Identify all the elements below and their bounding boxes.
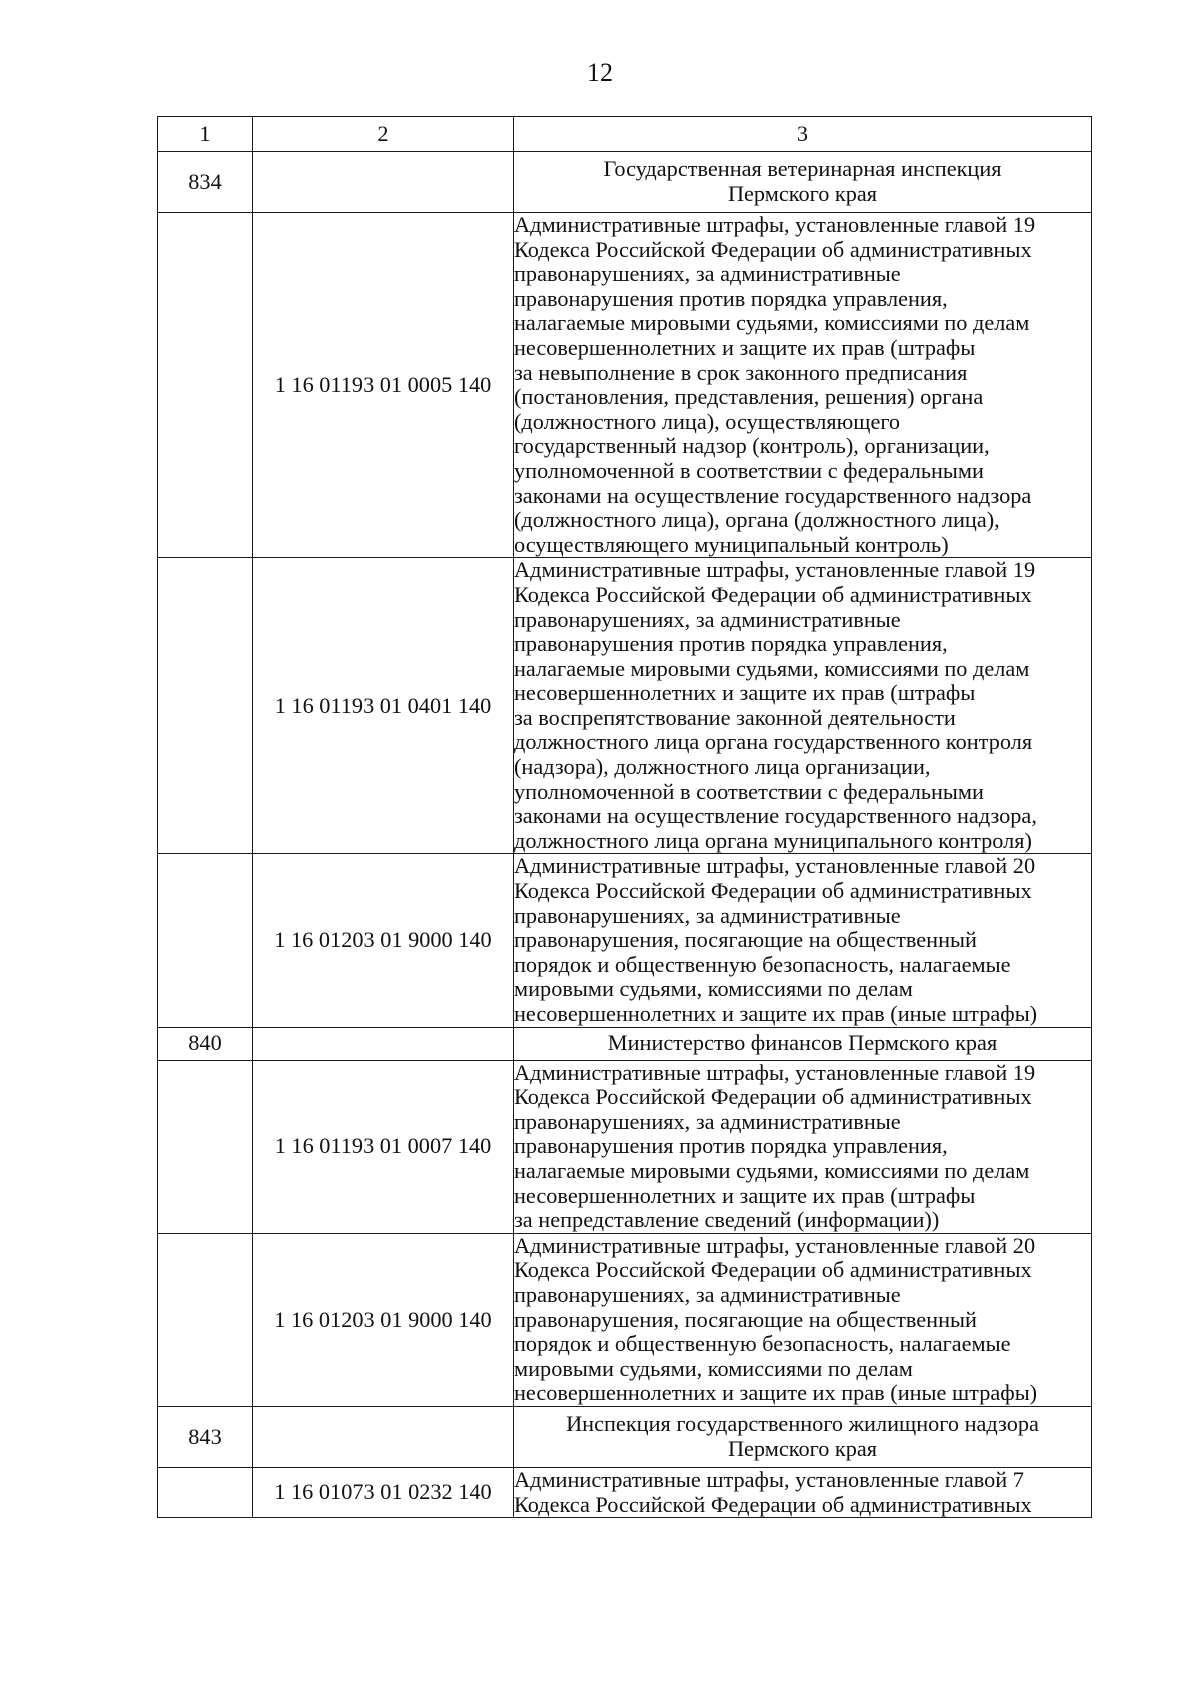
empty-cell [158, 854, 253, 1027]
empty-cell [253, 1027, 514, 1060]
text-line: за невыполнение в срок законного предписания [514, 359, 968, 385]
agency-row [158, 1027, 1092, 1060]
kbk-code: 1 16 01203 01 9000 140 [253, 854, 514, 1027]
page-number: 12 [587, 58, 613, 87]
text-line: правонарушениях, за административные [514, 902, 901, 928]
table-row [158, 558, 1092, 854]
table-row [158, 1233, 1092, 1406]
text-line: порядок и общественную безопасность, налагаемые [514, 1331, 1011, 1357]
text-line: за непредставление сведений (информации)) [514, 1207, 940, 1233]
text-line: Пермского края [727, 181, 878, 206]
text-line: правонарушения, посягающие на общественный [514, 927, 977, 953]
text-line: Административные штрафы, установленные главой 20 [514, 1232, 1036, 1258]
text-line: уполномоченной в соответствии с федеральными [514, 457, 984, 483]
text-line: Кодекса Российской Федерации об административных [514, 1257, 1032, 1283]
text-line: правонарушения против порядка управления, [514, 631, 948, 657]
text-line: Пермского края [727, 1435, 878, 1461]
text-line: Инспекция государственного жилищного надзора [566, 1411, 1039, 1437]
kbk-code: 1 16 01203 01 9000 140 [253, 1233, 514, 1406]
empty-cell [158, 1467, 253, 1517]
table-row [158, 854, 1092, 1027]
table-row [158, 1467, 1092, 1517]
table-row [158, 213, 1092, 558]
text-line: несовершеннолетних и защите их прав (штрафы [514, 1182, 976, 1208]
table-row [158, 1060, 1092, 1233]
empty-cell [158, 1233, 253, 1406]
text-line: должностного лица органа муниципального контроля) [514, 827, 1032, 853]
column-header-2: 2 [253, 117, 514, 152]
text-line: за воспрепятствование законной деятельности [514, 704, 956, 730]
text-line: законами на осуществление государственного надзора, [514, 803, 1037, 829]
text-line: законами на осуществление государственного надзора [514, 482, 1032, 508]
text-line: (надзора), должностного лица организации, [514, 754, 931, 780]
text-line: налагаемые мировыми судьями, комиссиями по делам [514, 655, 1030, 681]
text-line: Кодекса Российской Федерации об административных [514, 1084, 1032, 1110]
revenue-codes-table [157, 116, 1092, 1518]
agency-row [158, 152, 1092, 213]
text-line: мировыми судьями, комиссиями по делам [514, 976, 913, 1002]
text-line: Министерство финансов Пермского края [607, 1030, 998, 1056]
kbk-code: 1 16 01193 01 0005 140 [253, 213, 514, 558]
column-header-1: 1 [158, 117, 253, 152]
text-line: Административные штрафы, установленные главой 19 [514, 557, 1036, 583]
text-line: правонарушения против порядка управления, [514, 285, 948, 311]
fine-description [514, 558, 1092, 854]
fine-description [514, 854, 1092, 1027]
kbk-code: 1 16 01073 01 0232 140 [253, 1467, 514, 1517]
empty-cell [158, 213, 253, 558]
text-line: несовершеннолетних и защите их прав (иные штрафы) [514, 1001, 1038, 1026]
fine-description [514, 1467, 1092, 1517]
empty-cell [253, 152, 514, 213]
agency-row [158, 1406, 1092, 1467]
agency-code: 834 [158, 152, 253, 213]
table-body [158, 152, 1092, 1518]
kbk-code: 1 16 01193 01 0401 140 [253, 558, 514, 854]
text-line: Кодекса Российской Федерации об административных [514, 581, 1032, 607]
text-line: несовершеннолетних и защите их прав (штрафы [514, 680, 976, 706]
text-line: Административные штрафы, установленные главой 7 [514, 1466, 1024, 1492]
text-line: мировыми судьями, комиссиями по делам [514, 1355, 913, 1381]
text-line: правонарушениях, за административные [514, 606, 901, 632]
text-line: Кодекса Российской Федерации об административных [514, 878, 1032, 904]
text-line: осуществляющего муниципальный контроль) [514, 531, 949, 557]
text-line: государственный надзор (контроль), организации, [514, 433, 990, 459]
text-line: правонарушениях, за административные [514, 1281, 901, 1307]
text-line: (должностного лица), осуществляющего [514, 408, 901, 434]
agency-name [514, 1027, 1092, 1060]
text-line: уполномоченной в соответствии с федеральными [514, 778, 984, 804]
column-header-3: 3 [514, 117, 1092, 152]
agency-code: 840 [158, 1027, 253, 1060]
text-line: правонарушениях, за административные [514, 261, 901, 287]
text-line: правонарушения против порядка управления, [514, 1133, 948, 1159]
text-line: правонарушениях, за административные [514, 1108, 901, 1134]
text-line: (должностного лица), органа (должностного лица), [514, 507, 1000, 533]
fine-description [514, 1233, 1092, 1406]
text-line: должностного лица органа государственного контроля [514, 729, 1033, 755]
text-line: налагаемые мировыми судьями, комиссиями по делам [514, 1157, 1030, 1183]
text-line: Административные штрафы, установленные главой 19 [514, 1059, 1036, 1085]
fine-description [514, 213, 1092, 558]
text-line: правонарушения, посягающие на общественный [514, 1306, 977, 1332]
empty-cell [253, 1406, 514, 1467]
text-line: Государственная ветеринарная инспекция [603, 156, 1002, 182]
fine-description [514, 1060, 1092, 1233]
text-line: Кодекса Российской Федерации об административных [514, 236, 1032, 262]
text-line: Кодекса Российской Федерации об административных [514, 1491, 1032, 1517]
text-line: налагаемые мировыми судьями, комиссиями по делам [514, 310, 1030, 336]
text-line: порядок и общественную безопасность, налагаемые [514, 951, 1011, 977]
text-line: Административные штрафы, установленные главой 19 [514, 212, 1036, 237]
kbk-code: 1 16 01193 01 0007 140 [253, 1060, 514, 1233]
text-line: несовершеннолетних и защите их прав (штрафы [514, 334, 976, 360]
agency-code: 843 [158, 1406, 253, 1467]
text-line: несовершеннолетних и защите их прав (иные штрафы) [514, 1380, 1038, 1406]
agency-name [514, 1406, 1092, 1467]
table-header-row [158, 117, 1092, 152]
agency-name [514, 152, 1092, 213]
text-line: (постановления, представления, решения) органа [514, 384, 984, 410]
empty-cell [158, 1060, 253, 1233]
empty-cell [158, 558, 253, 854]
text-line: Административные штрафы, установленные главой 20 [514, 853, 1036, 879]
